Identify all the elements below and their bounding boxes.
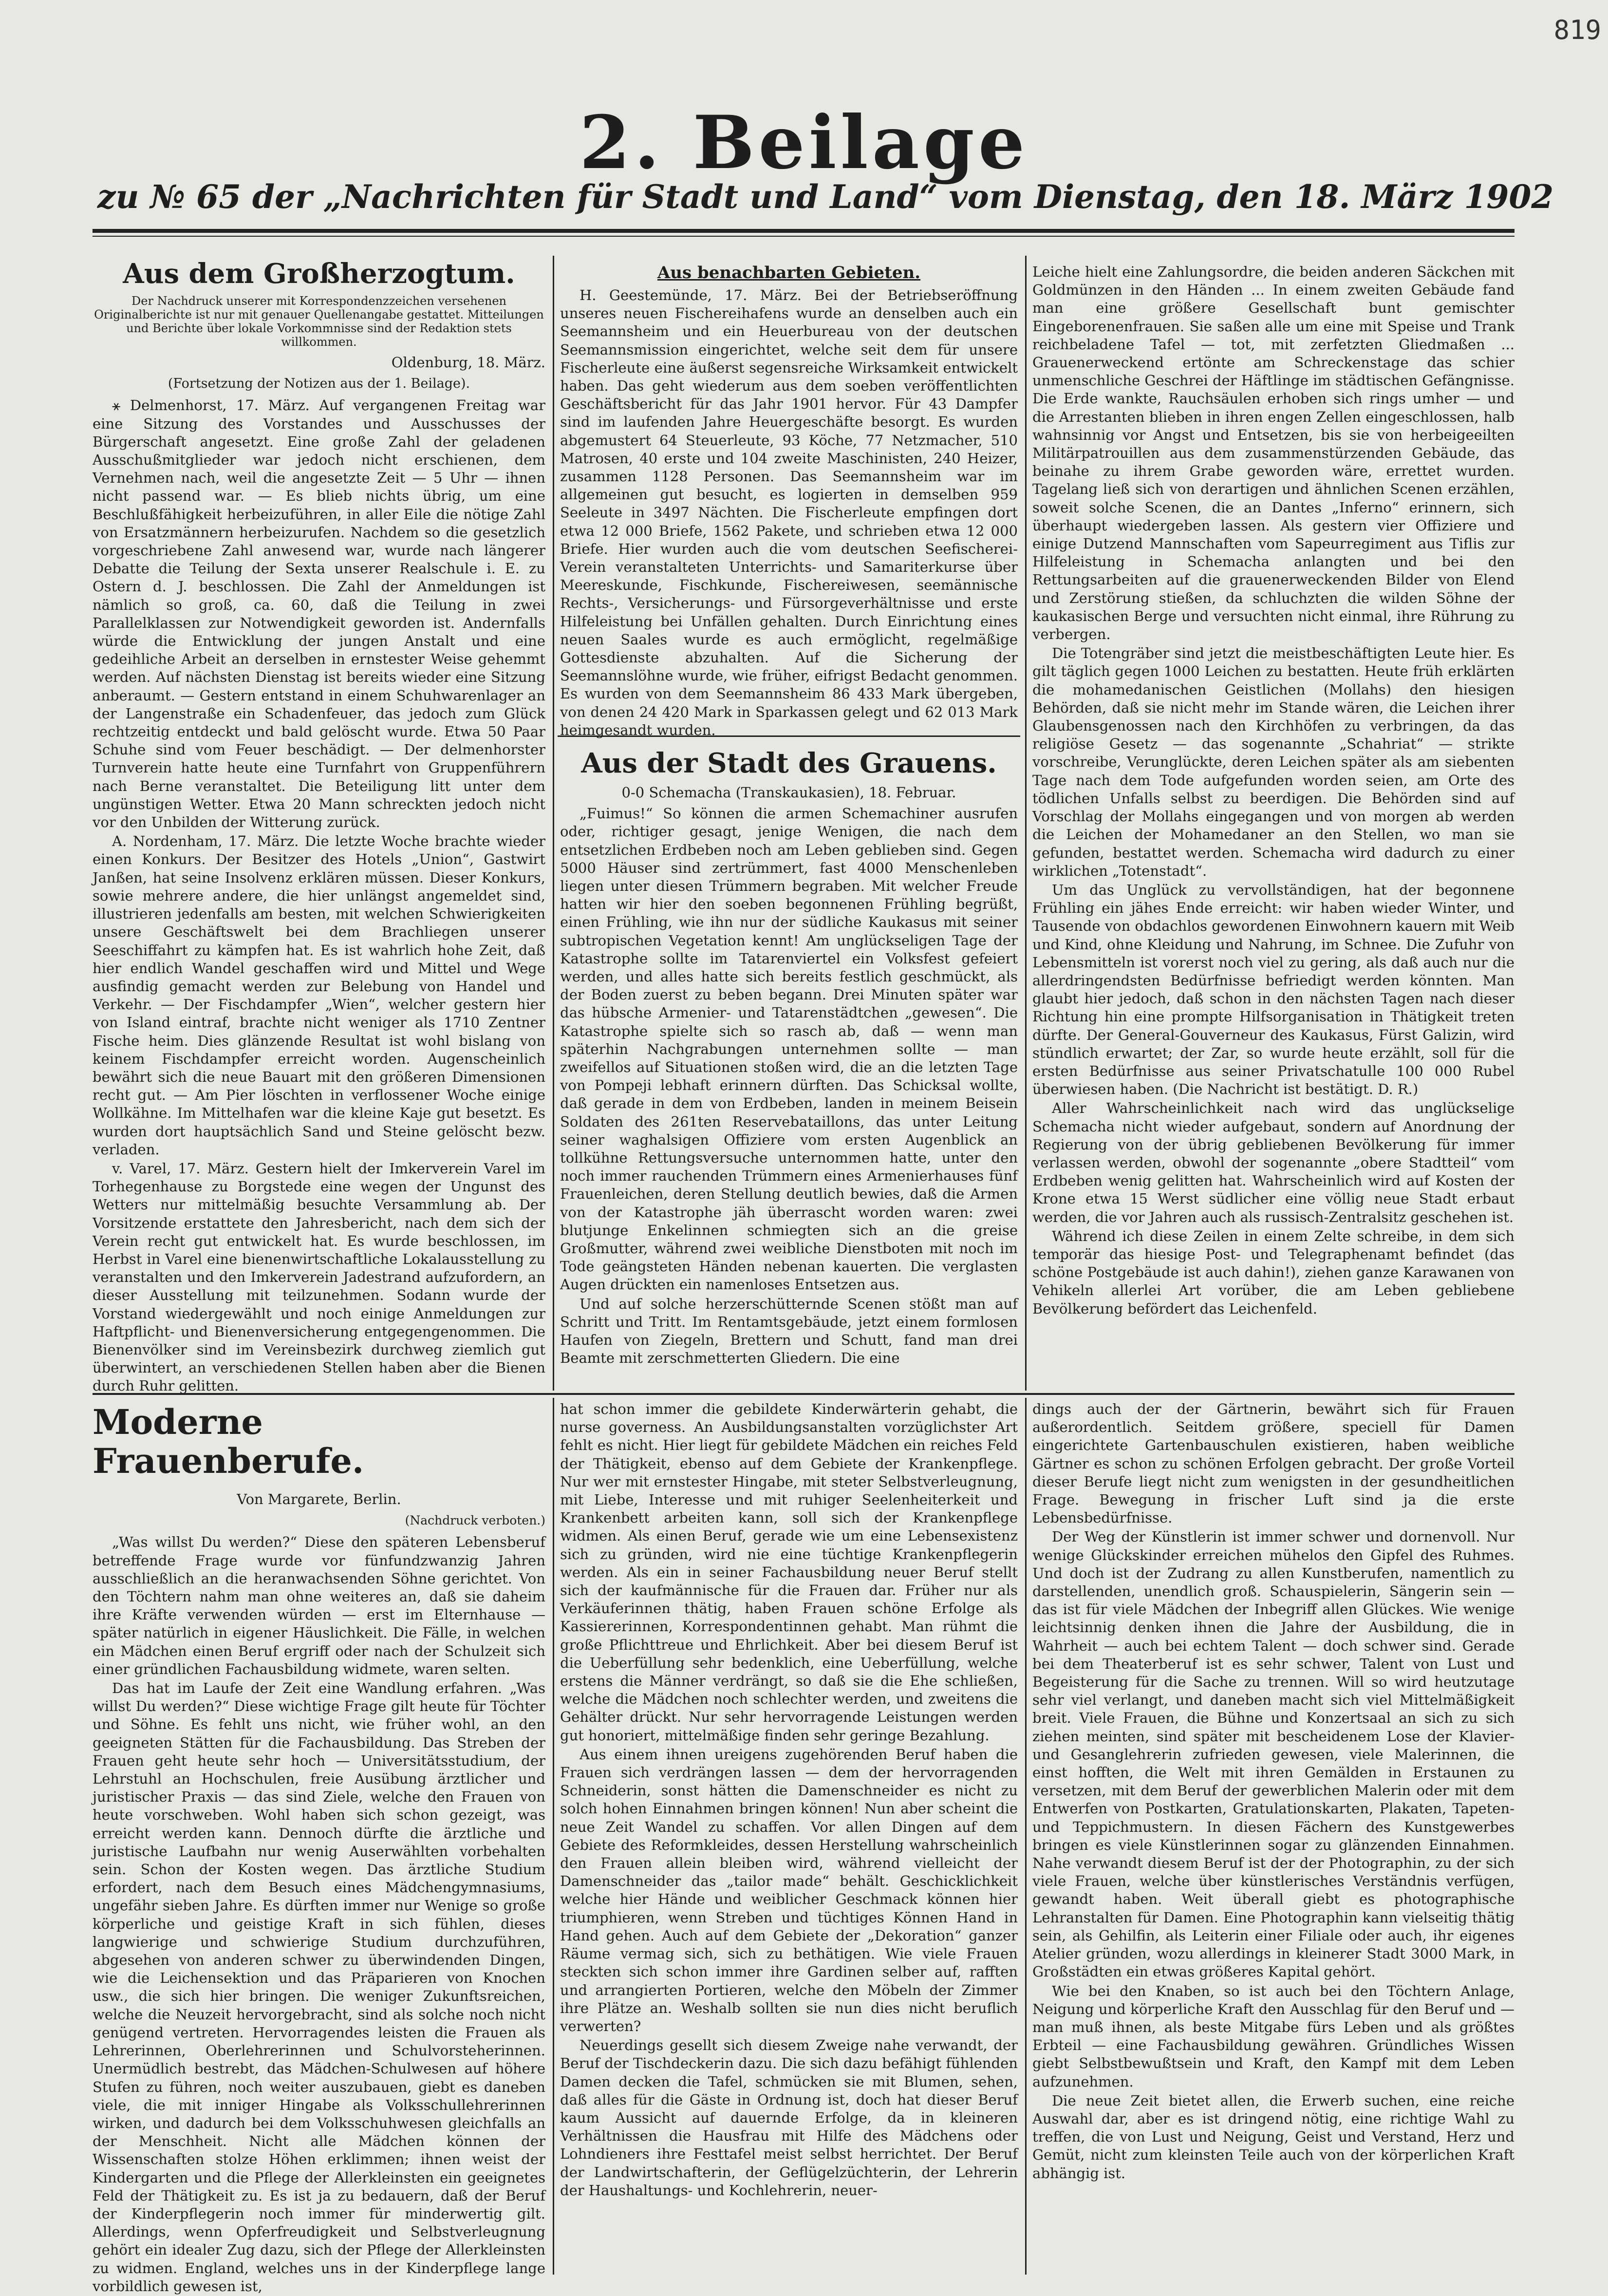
frauenberufe-paragraph: Aus einem ihnen ureigens zugehörenden Beruf haben die Frauen sich verdrängen lassen — dem der hervorragenden Schneiderin, sonst hätten die Damenschneider es nicht zu solch hohen Einnahmen bringen können! Nun aber scheint die neue Zeit Wandel zu schaffen. Vor allen Dingen auf dem Gebiete des Reformkleides, dessen Herstellung wahrscheinlich den Frauen allein bleiben wird, während vielleicht der Damenschneider das „tailor made“ behält. Geschicklichkeit welche hier Hände und weiblicher Geschmack können hier triumphieren, wenn Streben und tüchtiges Können Hand in Hand gehen. Auch auf dem Gebiete der „Dekoration“ ganzer Räume vermag sich, sich zu bethätigen. Wie viele Frauen steckten sich schon immer ihre Gardinen selber auf, rafften und arrangierten Portieren, welche den Möbeln der Zimmer ihre Plätze an. Weshalb sollten sie nun dies nicht beruflich verwerten? [560, 1746, 1018, 2034]
frauenberufe-paragraph: Wie bei den Knaben, so ist auch bei den Töchtern Anlage, Neigung und körperliche Kraft den Ausschlag für den Beruf und — man muß ihnen, als beste Mitgabe fürs Leben und als größtes Erbteil — eine Fachausbildung gewähren. Gründliches Wissen giebt Selbstbewußtsein und Kraft, den Kampf mit dem Leben aufzunehmen. [1032, 1982, 1515, 2090]
supplement-subtitle: zu № 65 der „Nachrichten für Stadt und Land“ vom Dienstag, den 18. März 1902 [97, 178, 1554, 216]
frauenberufe-paragraph: Die neue Zeit bietet allen, die Erwerb suchen, eine reiche Auswahl dar, aber es ist dringend nötig, eine richtige Wahl zu treffen, die von Lust und Neigung, Geist und Verstand, Herz und Gemüt, nicht zum kleinsten Teile auch von der körperlichen Kraft abhängig ist. [1032, 2092, 1515, 2182]
delmenhorst-article: ⚹ Delmenhorst, 17. März. Auf vergangenen Freitag war eine Sitzung des Vorstandes und Ausschusses der Bürgerschaft angesetzt. Eine große Zahl der geladenen Ausschußmitglieder war jedoch nicht erschienen, dem Vernehmen nach, weil die angesetzte Zeit — 5 Uhr — ihnen nicht passend war. — Es blieb nichts übrig, um eine Beschlußfähigkeit herbeizuführen, in aller Eile die nötige Zahl von Ersatzmännern herbeizurufen. Nachdem so die gesetzlich vorgeschriebene Zahl anwesend war, wurde nach längerer Debatte die Teilung der Sexta unserer Realschule i. E. zu Ostern d. J. beschlossen. Die Zahl der Anmeldungen ist nämlich so groß, ca. 60, daß die Teilung in zwei Parallelklassen zur Notwendigkeit geworden ist. Andernfalls würde die Entwicklung der jungen Anstalt und eine gedeihliche Arbeit an derselben in ernstester Weise gehemmt werden. Auf nächsten Dienstag ist bereits wieder eine Sitzung anberaumt. — Gestern entstand in einem Schuhwarenlager an der Langenstraße ein Schadenfeuer, das jedoch zum Glück rechtzeitig entdeckt und bald gelöscht wurde. Etwa 50 Paar Schuhe sind vom Feuer beschädigt. — Der delmenhorster Turnverein hatte heute eine Turnfahrt von Gruppenführern nach Berne veranstaltet. Die Beteiligung litt unter dem ungünstigen Wetter. Etwa 20 Mann schreckten jedoch nicht vor den Unbilden der Witterung zurück. [93, 397, 545, 831]
continuation-note: (Fortsetzung der Notizen aus der 1. Beilage). [168, 376, 470, 392]
column-divider-bottom-1 [553, 1398, 554, 2275]
grauen-cont-paragraph-5: Während ich diese Zeilen in einem Zelte schreibe, in dem sich temporär das hiesige Post- und Telegraphenamt befindet (das schöne Postgebäude ist auch dahin!), ziehen ganze Karawanen von Vehikeln allerlei Art vorüber, die am Leben gebliebene Bevölkerung befördert das Leichenfeld. [1032, 1227, 1515, 1317]
frauenberufe-column-1 [93, 1402, 545, 2295]
grauen-heading: Aus der Stadt des Grauens. [581, 747, 997, 779]
frauenberufe-heading: Moderne Frauenberufe. [93, 1402, 364, 1481]
geestemuende-article: H. Geestemünde, 17. März. Bei der Betriebseröffnung unseres neuen Fischereihafens wurde an denselben auch ein Seemannsheim und ein Heuerbureau von der deutschen Seemannsmission eingerichtet, welche seit dem für unsere Fischerleute eine äußerst segensreiche Wirksamkeit entwickelt haben. Das geht wiederum aus dem soeben veröffentlichten Geschäftsbericht für das Jahr 1901 hervor. Für 43 Dampfer sind im laufenden Jahre Heuergeschäfte besorgt. Es wurden abgemustert 64 Steuerleute, 93 Köche, 77 Netzmacher, 510 Matrosen, 40 erste und 104 zweite Maschinisten, 240 Heizer, zusammen 1128 Personen. Das Seemannsheim war im allgemeinen gut besucht, es logierten in demselben 959 Seeleute in 3497 Nächten. Die Fischerleute empfingen dort etwa 12 000 Briefe, 1562 Pakete, und schrieben etwa 12 000 Briefe. Hier wurden auch die vom deutschen Seefischerei-Verein veranstalteten Unterrichts- und Samariterkurse über Meereskunde, Fischkunde, Fischereiwesen, seemännische Rechts-, Versicherungs- und Fürsorgeverhältnisse und erste Hilfeleistung bei Unfällen gehalten. Durch Einrichtung eines neuen Saales wurde es auch ermöglicht, regelmäßige Gottesdienste abzuhalten. Auf die Sicherung der Seemannslöhne wurde, wie früher, eifrigst Bedacht genommen. Es wurden von dem Seemannsheim 86 433 Mark übergeben, von denen 24 420 Mark in Sparkassen gelegt und 62 013 Mark heimgesandt wurden. [560, 287, 1018, 738]
reprint-disclaimer: Der Nachdruck unserer mit Korrespondenzzeichen versehenen Originalberichte ist nur mit genauer Quellenangabe gestattet. Mitteilungen und Berichte über lokale Vorkommnisse sind der Redaktion stets willkommen. [94, 294, 544, 349]
grauen-paragraph-1: „Fuimus!“ So können die armen Schemachiner ausrufen oder, richtiger gesagt, jenige Wenigen, die nach dem entsetzlichen Erdbeben noch am Leben geblieben sind. Gegen 5000 Häuser sind zertrümmert, fast 4000 Menschenleben liegen unter diesen Trümmern begraben. Mit welcher Freude hatten wir hier den soeben begonnenen Frühling begrüßt, einen Frühling, wie ihn nur der südliche Kaukasus mit seiner subtropischen Vegetation kennt! Am unglückseligen Tage der Katastrophe sollte im Tatarenviertel ein Volksfest gefeiert werden, und alles hatte sich bereits festlich geschmückt, als der Boden zuerst zu beben begann. Drei Minuten später war das hübsche Armenier- und Tatarenstädtchen „gewesen“. Die Katastrophe spielte sich so rasch ab, daß — wenn man späterhin Nachgrabungen unternehmen sollte — man zweifellos auf Situationen stoßen wird, die an die letzten Tage von Pompeji lebhaft erinnern dürften. Das Schicksal wollte, daß gerade in dem von Erdbeben, landen in meinem Beisein Soldaten des 261ten Reservebataillons, das unter Leitung seiner waghalsigen Offiziere vom ersten Augenblick an tollkühne Rettungsversuche unternommen hatte, unter den noch immer rauchenden Trümmern eines Armenierhauses fünf Frauenleichen, deren Stellung deutlich bewies, daß die Armen von der Katastrophe jäh überrascht worden waren: zwei blutjunge Enkelinnen schmiegten sich an die greise Großmutter, während zwei weibliche Dienstboten mit noch im Tode geängsteten Händen nebenan kauerten. Die verglasten Augen drückten ein namenloses Entsetzen aus. [560, 805, 1018, 1293]
reprint-note: (Nachdruck verboten.) [405, 1513, 545, 1528]
frauenberufe-paragraph: Neuerdings gesellt sich diesem Zweige nahe verwandt, der Beruf der Tischdeckerin dazu. Die sich dazu befähigt fühlenden Damen decken die Tafel, schmücken sie mit Blumen, sehen, daß alles für die Gäste in Ordnung ist, doch hat dieser Beruf kaum Aussicht auf dauernde Erfolge, da in kleineren Verhältnissen die Hausfrau mit Hilfe des Mädchens oder Lohndieners ihre Festtafel meist selbst herrichtet. Der Beruf der Landwirtschafterin, der Geflügelzüchterin, der Lehrerin der Haushaltungs- und Kochlehrerin, neuer- [560, 2037, 1018, 2199]
frauenberufe-column-2 [560, 1400, 1018, 2275]
varel-article: v. Varel, 17. März. Gestern hielt der Imkerverein Varel im Torhegenhause zu Borgstede eine wegen der Ungunst des Wetters nur mittelmäßig besuchte Versammlung ab. Der Vorsitzende erstattete den Jahresbericht, nach dem sich der Verein recht gut entwickelt hat. Es wurde beschlossen, im Herbst in Varel eine bienenwirtschaftliche Lokalausstellung zu veranstalten und den Imkerverein Jadestrand aufzufordern, an dieser Ausstellung mit teilzunehmen. Sodann wurde der Vorstand wiedergewählt und noch einige Anmeldungen zur Haftpflicht- und Bienenversicherung entgegengenommen. Die Bienenvölker sind im Vereinsbezirk durchweg ziemlich gut überwintert, an verschiedenen Stellen haben aber die Bienen durch Ruhr gelitten. [93, 1160, 545, 1394]
column-divider-top-2 [1025, 256, 1027, 1391]
schemacha-dateline: 0-0 Schemacha (Transkaukasien), 18. Februar. [621, 784, 956, 801]
oldenburg-dateline: Oldenburg, 18. März. [391, 354, 545, 371]
grossherzogtum-column [93, 258, 545, 1394]
nordenham-article: A. Nordenham, 17. März. Die letzte Woche brachte wieder einen Konkurs. Der Besitzer des Hotels „Union“, Gastwirt Janßen, hat seine Insolvenz erklären müssen. Dieser Konkurs, sowie mehrere andere, die hier unlängst angemeldet sind, illustrieren jedenfalls am besten, mit welchen Schwierigkeiten unsere Geschäftswelt bei dem Brachliegen unserer Seeschiffahrt zu kämpfen hat. Es ist wahrlich hohe Zeit, daß hier endlich Wandel geschaffen wird und Mittel und Wege ausfindig gemacht werden zur Belebung von Handel und Verkehr. — Der Fischdampfer „Wien“, welcher gestern hier von Island eintraf, brachte nicht weniger als 1710 Zentner Fische heim. Dies glänzende Resultat ist wohl bislang von keinem Fischdampfer erreicht worden. Augenscheinlich bewährt sich die neue Bauart mit den größeren Dimensionen recht gut. — Am Pier löschten in verflossener Woche einige Wollkähne. Im Mittelhafen war die kleine Kaje gut besetzt. Es wurden dort hauptsächlich Sand und Steine gelöscht bezw. verladen. [93, 833, 545, 1158]
frauenberufe-paragraph: dings auch der der Gärtnerin, bewährt sich für Frauen außerordentlich. Seitdem größere, speciell für Damen eingerichtete Gartenbauschulen existieren, haben weibliche Gärtner es schon zu schönen Erfolgen gebracht. Der große Vorteil dieser Berufe liegt nicht zum wenigsten in der gesundheitlichen Frage. Bewegung in frischer Luft sind ja die erste Lebensbedürfnisse. [1032, 1401, 1515, 1526]
benachbart-column [560, 263, 1018, 738]
frauenberufe-paragraph: „Was willst Du werden?“ Diese den späteren Lebensberuf betreffende Frage wurde vor fünfundzwanzig Jahren ausschließlich an die heranwachsenden Söhne gerichtet. Von den Töchtern nahm man ohne weiteres an, daß sie daheim ihre Kräfte verwenden würden — erst im Elternhause — später natürlich in eigener Häuslichkeit. Die Fälle, in welchen ein Mädchen einen Beruf ergriff oder nach der Schulzeit sich einer gründlichen Fachausbildung widmete, waren selten. [93, 1534, 545, 1677]
frauenberufe-column-3 [1032, 1400, 1515, 2275]
grauen-cont-paragraph-2: Die Totengräber sind jetzt die meistbeschäftigten Leute hier. Es gilt täglich gegen 1000 Leichen zu bestatten. Heute früh erklärten die mohamedanischen Geistlichen (Mollahs) den hiesigen Behörden, daß sie nicht mehr im Stande wären, die Leichen ihrer Glaubensgenossen nach den Kirchhöfen zu verbringen, da das religiöse Gesetz — das sogenannte „Schahriat“ — strikte vorschreibe, Verunglückte, deren Leichen später als am siebenten Tage nach dem Tode aufgefunden worden seien, am Orte des tödlichen Unfalls selbst zu beerdigen. Die Behörden sind auf Vorschlag der Mollahs eingegangen und von morgen ab werden die Leichen der Mohamedaner an den Stellen, wo man sie gefunden, bestattet werden. Schemacha wird dadurch zu einer wirklichen „Totenstadt“. [1032, 645, 1515, 879]
page-number: 819 [1553, 15, 1601, 45]
grauen-continuation-column [1032, 263, 1515, 1388]
grauen-column [560, 748, 1018, 1391]
column-divider-top-1 [553, 256, 554, 1391]
benachbart-heading: Aus benachbarten Gebieten. [657, 263, 921, 282]
masthead-rule-thick [93, 229, 1515, 233]
supplement-title: 2. Beilage [579, 100, 1029, 186]
frauenberufe-paragraph: Der Weg der Künstlerin ist immer schwer und dornenvoll. Nur wenige Glückskinder erreichen mühelos den Gipfel des Ruhmes. Und doch ist der Zudrang zu allen Kunstberufen, namentlich zu darstellenden, unendlich groß. Schauspielerin, Sängerin sein — das ist für viele Mädchen der Inbegriff allen Glückes. Wie wenige leichtsinnig denken ihnen die Jahre der Ausbildung, die in Wahrheit — auch bei echtem Talent — doch schwer sind. Gerade bei dem Theaterberuf ist es sehr schwer, Talent von Lust und Begeisterung für die Sache zu trennen. Will so wird heutzutage sehr viel verlangt, und daneben macht sich viel Mittelmäßigkeit breit. Viele Frauen, die Bühne und Konzertsaal an sich zu sich ziehen meinten, sind später mit bescheidenem Lose der Klavier- und Gesanglehrerin zufrieden gewesen, viele Malerinnen, die einst hofften, die Welt mit ihren Gemälden in Erstaunen zu versetzen, mit dem Beruf der gewerblichen Malerin oder mit dem Entwerfen von Postkarten, Gratulationskarten, Plakaten, Tapeten- und Teppichmustern. In diesen Fächern des Kunstgewerbes bringen es viele Künstlerinnen sogar zu glänzenden Einnahmen. Nahe verwandt diesem Beruf ist der der Photographin, zu der sich viele Frauen, welche über künstlerisches Verständnis verfügen, gewandt haben. Weit überall giebt es photographische Lehranstalten für Damen. Eine Photographin kann vielseitig thätig sein, als Gehilfin, als Leiterin einer Filiale oder auch, ihr eigenes Atelier gründen, wozu allerdings in kleinerer Stadt 3000 Mark, in Großstädten ein etwas größeres Kapital gehört. [1032, 1528, 1515, 1980]
frauenberufe-paragraph: hat schon immer die gebildete Kinderwärterin gehabt, die nurse governess. An Ausbildungsanstalten vorzüglichster Art fehlt es nicht. Hier liegt für gebildete Mädchen ein reiches Feld der Thätigkeit, ebenso auf dem Gebiete der Krankenpflege. Nur wer mit ernstester Hingabe, mit steter Selbstverleugnung, mit Liebe, Interesse und mit ruhiger Seelenheiterkeit und Krankenbett arbeiten kann, soll sich der Krankenpflege widmen. Als einen Beruf, gerade wie um eine Lebensexistenz sich zu gründen, wird nie eine tüchtige Krankenpflegerin werden. Als ein in seiner Fachausbildung neuer Beruf stellt sich der kaufmännische für die Frauen dar. Früher nur als Verkäuferinnen thätig, haben Frauen schöne Erfolge als Kassiererinnen, Korrespondentinnen gehabt. Man rühmt die große Pflichttreue und Ehrlichkeit. Aber bei diesem Beruf ist die Ueberfüllung sehr bedenklich, eine Ueberfüllung, welche erstens die Männer verdrängt, so daß sie die Ehe schließen, welche die Mädchen noch schlechter werden, und zweitens die Gehälter drückt. Nur sehr hervorragende Leistungen werden gut honoriert, mittelmäßige finden sehr geringe Bezahlung. [560, 1401, 1018, 1744]
grossherzogtum-heading: Aus dem Großherzogtum. [123, 258, 515, 290]
grauen-cont-paragraph-3: Um das Unglück zu vervollständigen, hat der begonnene Frühling ein jähes Ende erreicht: wir haben wieder Winter, und Tausende von obdachlos gewordenen Einwohnern kauern mit Weib und Kind, ohne Kleidung und Nahrung, im Schnee. Die Zufuhr von Lebensmitteln ist vorerst noch viel zu gering, als daß auch nur die allerdringendsten Bedürfnisse befriedigt werden könnten. Man glaubt hier jedoch, daß schon in den nächsten Tagen nach dieser Richtung hin eine prompte Hilfsorganisation in Thätigkeit treten dürfte. Der General-Gouverneur des Kaukasus, Fürst Galizin, wird stündlich erwartet; der Zar, so wurde heute erzählt, soll für die ersten Bedürfnisse aus seiner Privatschatulle 100 000 Rubel überwiesen haben. (Die Nachricht ist bestätigt. D. R.) [1032, 881, 1515, 1098]
frauenberufe-paragraph: Das hat im Laufe der Zeit eine Wandlung erfahren. „Was willst Du werden?“ Diese wichtige Frage gilt heute für Töchter und Söhne. Es fehlt uns nicht, wie früher wohl, an den geeigneten Stätten für die Fachausbildung. Das Streben der Frauen geht heute sehr hoch — Universitätsstudium, der Lehrstuhl an Hochschulen, freie Ausübung ärztlicher und juristischer Praxis — das sind Ziele, welche den Frauen von heute vorschweben. Wohl haben sich schon gezeigt, was erreicht werden kann. Dennoch dürfte die ärztliche und juristische Laufbahn nur wenig Auserwählten vorbehalten sein. Schon der Kosten wegen. Das ärztliche Studium erfordert, nach dem Besuch eines Mädchengymnasiums, ungefähr sieben Jahre. Es dürften immer nur Wenige so große körperliche und geistige Kraft in sich fühlen, dieses langwierige und schwierige Studium durchzuführen, abgesehen von anderen schwer zu überwindenden Dingen, wie die Leichensektion und das Präparieren von Knochen usw., die sich hier bringen. Die weniger Zukunftsreichen, welche die Neuzeit hervorgebracht, sind als solche noch nicht genügend vertreten. Hervorragendes leisten die Frauen als Lehrerinnen, Oberlehrerinnen und Schulvorsteherinnen. Unermüdlich bestrebt, das Mädchen-Schulwesen auf höhere Stufen zu führen, noch weiter auszubauen, giebt es daneben viele, die mit inniger Hingabe als Volksschullehrerinnen wirken, und dadurch bei dem Volksschuhwesen gleichfalls an der Menschheit. Nicht alle Mädchen können der Wissenschaften stolze Höhen erklimmen; ihnen weist der Kindergarten und die Pflege der Allerkleinsten ein geeignetes Feld der Thätigkeit zu. Es ist ja zu bedauern, daß der Beruf der Kinderpflegerin noch immer für minderwertig gilt. Allerdings, wenn Opferfreudigkeit und Selbstverleugnung gehört ein idealer Zug dazu, sich der Pflege der Allerkleinsten zu widmen. England, welches uns in der Kinderpflege lange vorbildlich gewesen ist, [93, 1680, 545, 2295]
column-divider-bottom-2 [1025, 1398, 1027, 2275]
grauen-paragraph-2: Und auf solche herzerschütternde Scenen stößt man auf Schritt und Tritt. Im Rentamtsgebäude, jetzt einem formlosen Haufen von Ziegeln, Brettern und Schutt, fand man drei Beamte mit zerschmetterten Gliedern. Die eine [560, 1295, 1018, 1367]
grauen-cont-paragraph-4: Aller Wahrscheinlichkeit nach wird das unglückselige Schemacha nicht wieder aufgebaut, sondern auf Anordnung der Regierung von der übrig gebliebenen Bevölkerung für immer verlassen werden, obwohl der sogenannte „obere Stadtteil“ vom Erdbeben wenig gelitten hat. Wahrscheinlich wird auf Kosten der Krone etwa 15 Werst südlicher eine völlig neue Stadt erbaut werden, die vor Jahren auch als russisch-Zentralsitz geschehen ist. [1032, 1100, 1515, 1225]
frauenberufe-byline: Von Margarete, Berlin. [237, 1491, 401, 1507]
masthead-rule-thin [93, 236, 1515, 237]
grauen-cont-paragraph-1: Leiche hielt eine Zahlungsordre, die beiden anderen Säckchen mit Goldmünzen in den Händen ... In einem zweiten Gebäude fand man eine größere Gesellschaft bunt gemischter Eingeborenenfrauen. Sie saßen alle um eine mit Speise und Trank reichbeladene Tafel — tot, mit zerfetzten Gliedmaßen ... Grauenerweckend ertönte am Schreckenstage das schier unmenschliche Geschrei der Häftlinge im städtischen Gefängnisse. Die Erde wankte, Rauchsäulen erhoben sich rings umher — und die Arrestanten blieben in ihren engen Zellen eingeschlossen, halb wahnsinnig vor Angst und Entsetzen, bis sie von herbeigeeilten Militärpatrouillen aus dem zusammenstürzenden Gebäude, das beinahe zu ihrem Grabe geworden wäre, errettet wurden. Tagelang ließ sich von derartigen und ähnlichen Scenen erzählen, soweit solche Scenen, die an Dantes „Inferno“ erinnern, sich überhaupt wiedergeben lassen. Als gestern vier Offiziere und einige Dutzend Mannschaften vom Sapeurregiment aus Tiflis zur Hilfeleistung in Schemacha anlangten und bei den Rettungsarbeiten auf die grauenerweckenden Bilder von Elend und Zerstörung stießen, da schluchzten die wilden Söhne der kaukasischen Berge und versuchten nicht einmal, ihre Rührung zu verbergen. [1032, 263, 1515, 643]
